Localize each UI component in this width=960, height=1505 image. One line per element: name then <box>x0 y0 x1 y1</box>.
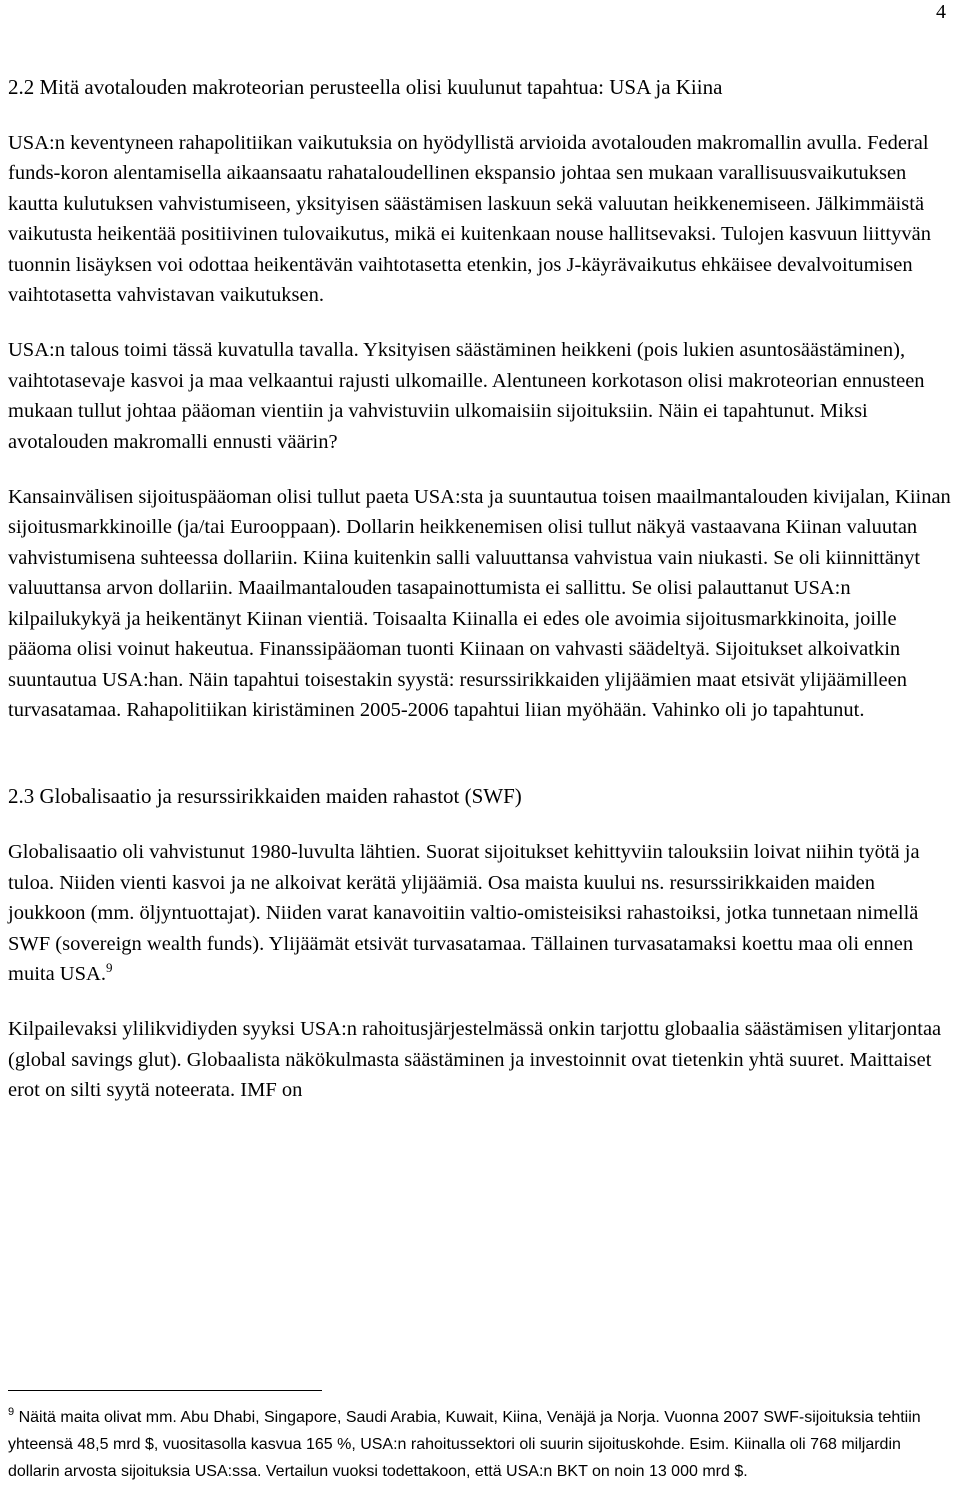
section-heading-2-2: 2.2 Mitä avotalouden makroteorian perusteella olisi kuulunut tapahtua: USA ja Kiina <box>8 75 723 99</box>
paragraph-text: Globalisaatio oli vahvistunut 1980-luvulta lähtien. Suorat sijoitukset kehittyviin talouksiin loivat niihin työtä ja tuloa. Niiden vienti kasvoi ja ne alkoivat kerätä ylijäämiä. Osa maista kuului ns. resurssirikkaiden maiden joukkoon (mm. öljyntuottajat). Niiden varat kanavoitiin valtio-omisteisiksi rahastoiksi, jotka tunnetaan nimellä SWF (sovereign wealth funds). Ylijäämät etsivät turvasatamaa. Tällainen turvasatamaksi koettu maa oli ennen muita USA. <box>8 841 920 985</box>
paragraph: USA:n keventyneen rahapolitiikan vaikutuksia on hyödyllistä arvioida avotalouden makromallin avulla. Federal funds-koron alentamisella aikaansaatu rahataloudellinen ekspansio johtaa sen mukaan varallisuusvaikutuksen kautta kulutuksen vahvistumiseen, yksityisen säästämisen laskuun sekä valuutan heikkenemiseen. Jälkimmäistä vaikutusta heikentää positiivinen tulovaikutus, mikä ei kuitenkaan nouse hallitsevaksi. Tulojen kasvuun liittyvän tuonnin lisäyksen voi odottaa heikentävän vaihtotasetta etenkin, jos J-käyrävaikutus ehkäisee devalvoitumisen vaihtotasetta vahvistavan vaikutuksen. <box>8 132 931 307</box>
section-2-2 <box>8 72 952 725</box>
footnote-marker: 9 <box>8 1406 15 1418</box>
section-2-3 <box>8 781 952 1105</box>
section-heading-2-3: 2.3 Globalisaatio ja resurssirikkaiden maiden rahastot (SWF) <box>8 784 522 809</box>
footnote <box>8 1404 952 1485</box>
footnote-text: Näitä maita olivat mm. Abu Dhabi, Singapore, Saudi Arabia, Kuwait, Kiina, Venäjä ja Norja. Vuonna 2007 SWF-sijoituksia tehtiin yhteensä 48,5 mrd $, vuositasolla kasvua 165 %, USA:n rahoitussektori oli suurin sijoituskohde. Esim. Kiinalla oli 768 miljardin dollarin arvosta sijoituksia USA:ssa. Vertailun vuoksi todettakoon, että USA:n BKT on noin 13 000 mrd $. <box>8 1409 921 1480</box>
document-body <box>8 72 952 1131</box>
footnote-reference: 9 <box>105 959 113 975</box>
paragraph: Kilpailevaksi ylilikvidiyden syyksi USA:n rahoitusjärjestelmässä onkin tarjottu globaalia säästämisen ylitarjontaa (global savings glut). Globaalista näkökulmasta säästäminen ja investoinnit ovat tietenkin yhtä suuret. Maittaiset erot on silti syytä noteerata. IMF on <box>8 1018 942 1102</box>
footnote-divider <box>8 1390 322 1391</box>
paragraph: Kansainvälisen sijoituspääoman olisi tullut paeta USA:sta ja suuntautua toisen maailmantalouden kivijalan, Kiinan sijoitusmarkkinoille (ja/tai Eurooppaan). Dollarin heikkenemisen olisi tullut näkyä vastaavana Kiinan valuutan vahvistumisena suhteessa dollariin. Kiina kuitenkin salli valuuttansa vahvistua vain niukasti. Se oli kiinnittänyt valuuttansa arvon dollariin. Maailmantalouden tasapainottumista ei sallittu. Se olisi palauttanut USA:n kilpailukykyä ja heikentänyt Kiinan vientiä. Toisaalta Kiinalla ei edes ole avoimia sijoitusmarkkinoita, joille pääoma olisi voinut hakeutua. Finanssipääoman tuonti Kiinaan on vahvasti säädeltyä. Sijoitukset alkoivatkin suuntautua USA:han. Näin tapahtui toisestakin syystä: resurssirikkaiden ylijäämien maat etsivät ylijäämilleen turvasatamaa. Rahapolitiikan kiristäminen 2005-2006 tapahtui liian myöhään. Vahinko oli jo tapahtunut. <box>8 486 951 721</box>
paragraph <box>8 837 952 989</box>
paragraph: USA:n talous toimi tässä kuvatulla tavalla. Yksityisen säästäminen heikkeni (pois lukien asuntosäästäminen), vaihtotasevaje kasvoi ja maa velkaantui rajusti ulkomaille. Alentuneen korkotason olisi makroteorian ennusteen mukaan tullut johtaa pääoman vientiin ja vahvistuviin ulkomaisiin sijoituksiin. Näin ei tapahtunut. Miksi avotalouden makromalli ennusti väärin? <box>8 339 925 453</box>
page-number: 4 <box>936 1 946 23</box>
